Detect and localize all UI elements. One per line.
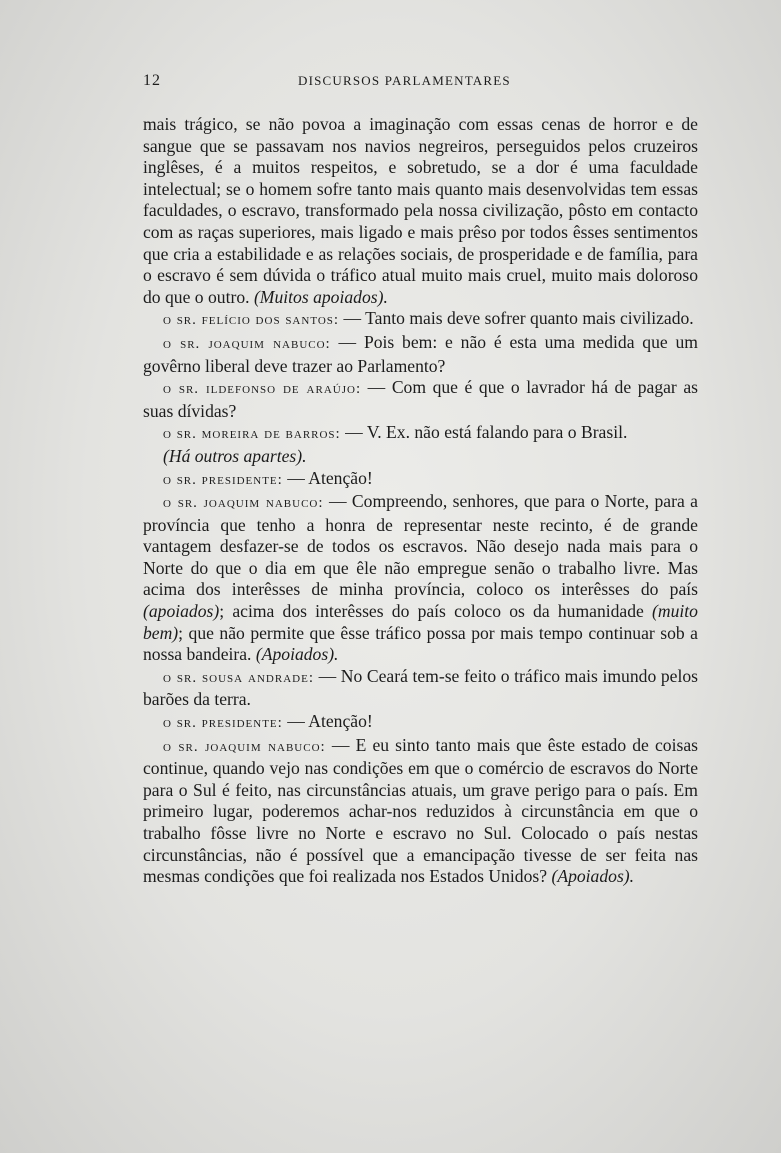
paragraph: [143, 114, 698, 308]
speech: [143, 422, 698, 446]
speech-text: — Atenção!: [287, 711, 373, 732]
aside: (Há outros apartes).: [163, 445, 307, 466]
speech: [143, 491, 698, 666]
speaker: o sr. joaquim nabuco:: [163, 335, 331, 352]
speaker: o sr. felício dos santos:: [163, 312, 340, 329]
speaker: o sr. joaquim nabuco:: [163, 738, 326, 755]
speaker: o sr. presidente:: [163, 471, 283, 488]
running-title: DISCURSOS PARLAMENTARES: [298, 73, 511, 88]
speech-text: — No Ceará tem-se feito o tráfico mais imundo pelos barões da terra.: [143, 665, 698, 710]
speech-text: — Com que é que o lavrador há de pagar as suas dívidas?: [143, 377, 698, 421]
speech-text: — Atenção!: [287, 467, 373, 488]
page-header: [143, 72, 698, 94]
speaker: o sr. ildefonso de araújo:: [163, 381, 362, 398]
aside: (apoiados): [143, 601, 220, 622]
speaker: o sr. presidente:: [163, 715, 283, 732]
stage-direction: [143, 446, 698, 468]
speech: [143, 735, 698, 888]
speech-text: — Compreendo, senhores, que para o Norte, para a província que tenho a honra de representar neste recinto, é de grande vantagem desfazer-se de todos os escravos. Não desejo nada mais para o Norte do que o dia em que êle não empregue senão o trabalho livre. Mas acima dos interêsses de minha província, coloco os interêsses do país: [143, 491, 698, 600]
aside: (Muitos apoiados).: [253, 286, 388, 307]
speech: [143, 468, 698, 492]
speech-text: — V. Ex. não está falando para o Brasil.: [345, 422, 628, 443]
speech: [143, 332, 698, 377]
speech-text: — Pois bem: e não é esta uma medida que um govêrno liberal deve trazer ao Parlamento?: [143, 331, 698, 376]
speech-text: ; que não permite que êsse tráfico possa por mais tempo continuar sob a nossa bandeira.: [143, 622, 698, 665]
page-body: [143, 114, 698, 888]
speech-text: — Tanto mais deve sofrer quanto mais civilizado.: [343, 308, 694, 329]
speaker: o sr. moreira de barros:: [163, 426, 341, 443]
speech: [143, 377, 698, 422]
speech: [143, 308, 698, 332]
speech: [143, 666, 698, 711]
speech-text: — E eu sinto tanto mais que êste estado de coisas continue, quando vejo nas condições em que o comércio de escravos do Norte para o Sul é feito, nas circunstâncias atuais, um grave perigo para o país. Em primeiro lugar, poderemos achar-nos reduzidos à circunstância em que o trabalho fôsse livre no Norte e escravo no Sul. Colocado o país nestas circunstâncias, não é possível que a emancipação tivesse de ser feita nas mesmas condições que foi realizada nos Estados Unidos?: [143, 734, 698, 887]
aside: (Apoiados).: [551, 866, 635, 887]
speech-text: ; acima dos interêsses do país coloco os da humanidade: [219, 601, 644, 622]
paragraph-text: mais trágico, se não povoa a imaginação com essas cenas de horror e de sangue que se passavam nos navios negreiros, perseguidos pelos cruzeiros inglêses, é a muitos respeitos, e sobretudo, se a dor é uma faculdade intelectual; se o homem sofre tanto mais quanto mais desenvolvidas tem essas faculdades, o escravo, transformado pela nossa civilização, pôsto em contacto com as raças superiores, mais ligado e mais prêso por todos êsses sentimentos que cria a estabilidade e as relações sociais, de prosperidade e de família, para o escravo é sem dúvida o tráfico atual muito mais cruel, muito mais doloroso do que o outro.: [143, 114, 698, 307]
speech: [143, 711, 698, 735]
aside: (Apoiados).: [255, 644, 339, 665]
speaker: o sr. sousa andrade:: [163, 669, 314, 686]
speaker: o sr. joaquim nabuco:: [163, 495, 324, 512]
page-number: 12: [143, 72, 161, 89]
aside: (muito bem): [143, 601, 698, 643]
